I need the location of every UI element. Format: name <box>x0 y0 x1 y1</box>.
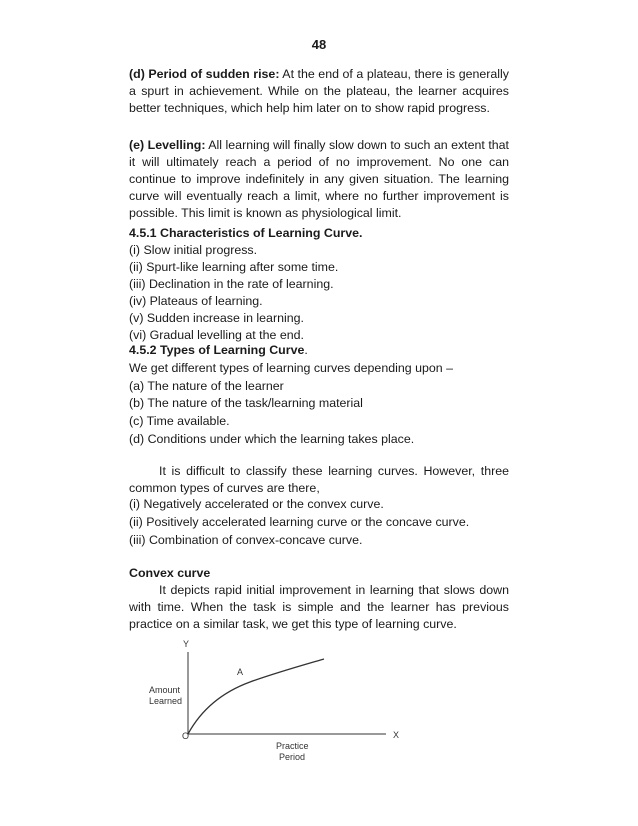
xlabel-practice: Practice <box>276 741 309 751</box>
convex-heading: Convex curve <box>129 566 211 580</box>
xlabel-period: Period <box>279 752 306 762</box>
types-heading-suffix: . <box>304 343 308 357</box>
list-item: (i) Slow initial progress. <box>129 243 258 257</box>
classify-paragraph: It is difficult to classify these learning curves. However, three common types of curves are there, <box>129 464 509 495</box>
convex-curve-line <box>188 659 324 734</box>
list-item: (iv) Plateaus of learning. <box>129 294 263 308</box>
types-heading: 4.5.2 Types of Learning Curve <box>129 343 305 357</box>
point-a-label: A <box>237 667 244 677</box>
list-item: (c) Time available. <box>129 414 230 429</box>
convex-description: It depicts rapid initial improvement in learning that slows down with time. When the task is simple and the learner has previous practice on a similar task, we get this type of learning curve. <box>129 583 509 631</box>
ylabel-learned: Learned <box>149 696 183 706</box>
list-item: (ii) Positively accelerated learning curve or the concave curve. <box>129 514 470 529</box>
list-item: (iii) Combination of convex-concave curve. <box>129 532 363 547</box>
list-item: (iii) Declination in the rate of learning. <box>129 277 334 291</box>
list-item: (i) Negatively accelerated or the convex curve. <box>129 497 384 511</box>
list-item: (vi) Gradual levelling at the end. <box>129 328 304 342</box>
term-levelling: (e) Levelling: <box>129 138 206 152</box>
list-item: (ii) Spurt-like learning after some time. <box>129 260 339 274</box>
types-intro: We get different types of learning curves depending upon – <box>129 360 453 375</box>
list-item: (a) The nature of the learner <box>129 378 284 393</box>
page-number: 48 <box>311 37 327 52</box>
list-item: (v) Sudden increase in learning. <box>129 311 304 325</box>
term-period-of-sudden-rise: (d) Period of sudden rise: <box>129 67 280 81</box>
x-axis-label: X <box>393 730 400 740</box>
ylabel-amount: Amount <box>149 685 181 695</box>
definition-levelling: All learning will finally slow down to such an extent that it will ultimately reach a period of no improvement. No one can continue to improve indefinitely in any given situation. The learning curve will eventually reach a limit, where no further improvement is possible. This limit is known as physiological limit. <box>129 138 509 220</box>
characteristics-heading: 4.5.1 Characteristics of Learning Curve. <box>129 226 363 240</box>
list-item: (d) Conditions under which the learning takes place. <box>129 431 415 446</box>
definition-period-of-sudden-rise: At the end of a plateau, there is generally a spurt in achievement. While on the plateau, the learner acquires better techniques, which help him later on to show rapid progress. <box>129 67 509 115</box>
origin-label: O <box>182 731 190 741</box>
y-axis-label: Y <box>183 639 190 649</box>
list-item: (b) The nature of the task/learning material <box>129 396 363 411</box>
